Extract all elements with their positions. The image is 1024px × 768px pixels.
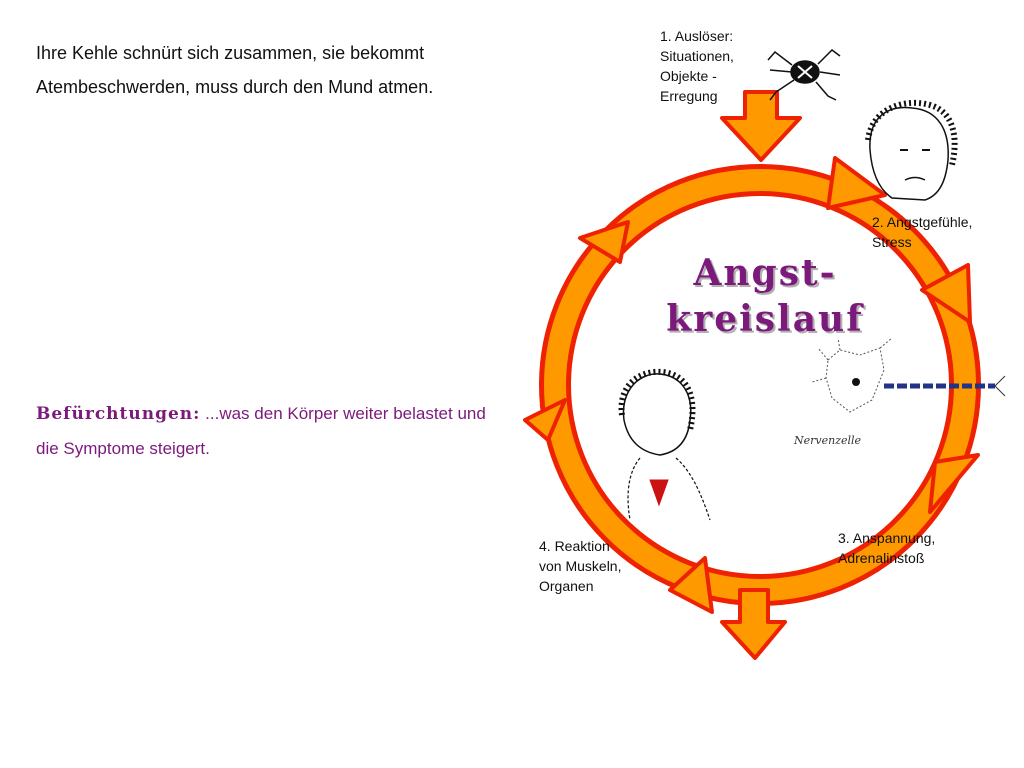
nerve-cell-label: Nervenzelle <box>794 434 862 447</box>
fears-text: ...was den Körper weiter belastet und die Symptome steigert. <box>36 404 486 458</box>
step-1-label <box>660 26 734 106</box>
diagram-title <box>660 250 870 342</box>
step-1-line-2: Situationen, <box>660 48 734 64</box>
person-with-heart-icon <box>622 372 710 520</box>
step-3-line-2: Adrenalinstoß <box>838 550 925 566</box>
step-4-line-1: 4. Reaktion <box>539 538 610 554</box>
step-1-line-1: 1. Auslöser: <box>660 28 734 44</box>
title-line-1: Angst- <box>693 252 837 294</box>
fears-label: Befürchtungen: <box>36 404 201 424</box>
arrowhead-right-lower <box>930 455 978 512</box>
intro-paragraph: Ihre Kehle schnürt sich zusammen, sie bekommt Atembeschwerden, muss durch den Mund atmen. <box>36 43 434 97</box>
step-3-line-1: 3. Anspannung, <box>838 530 936 546</box>
worried-face-icon <box>868 103 955 200</box>
step-2-line-1: 2. Angstgefühle, <box>872 214 973 230</box>
step-1-line-3: Objekte - <box>660 68 717 84</box>
step-4-line-2: von Muskeln, <box>539 558 622 574</box>
step-2-label <box>872 212 972 252</box>
step-4-label <box>539 536 621 596</box>
title-line-2: kreislauf <box>666 298 864 340</box>
step-1-line-4: Erregung <box>660 88 718 104</box>
step-4-line-3: Organen <box>539 578 594 594</box>
step-2-line-2: Stress <box>872 234 912 250</box>
step-3-label <box>838 528 935 568</box>
